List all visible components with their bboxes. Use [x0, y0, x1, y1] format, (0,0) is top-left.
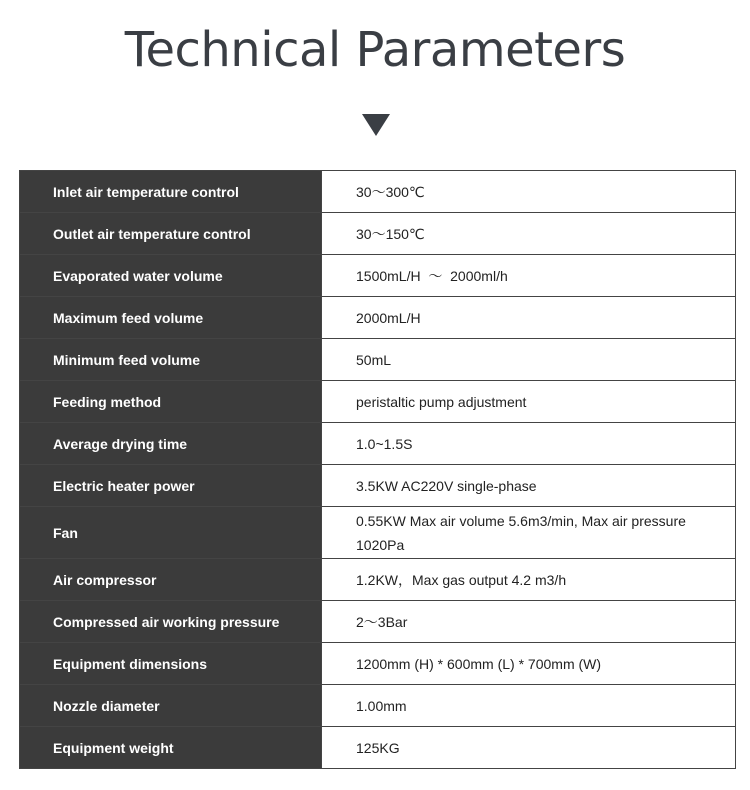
table-row	[20, 465, 736, 507]
parameter-value: 125KG	[322, 727, 736, 769]
parameter-label: Air compressor	[20, 559, 322, 601]
parameter-label: Feeding method	[20, 381, 322, 423]
table-row	[20, 727, 736, 769]
table-row	[20, 643, 736, 685]
table-row	[20, 685, 736, 727]
triangle-down-icon	[362, 114, 390, 136]
table-row	[20, 297, 736, 339]
parameter-value: 1500mL/H ～ 2000ml/h	[322, 255, 736, 297]
parameter-label: Outlet air temperature control	[20, 213, 322, 255]
table-row	[20, 507, 736, 559]
parameter-label: Average drying time	[20, 423, 322, 465]
table-row	[20, 381, 736, 423]
table-row	[20, 255, 736, 297]
page-title: Technical Parameters	[124, 22, 626, 78]
parameter-label: Equipment weight	[20, 727, 322, 769]
parameter-value: 1.0~1.5S	[322, 423, 736, 465]
parameter-label: Fan	[20, 507, 322, 559]
table-row	[20, 559, 736, 601]
parameter-value: 50mL	[322, 339, 736, 381]
parameter-label: Evaporated water volume	[20, 255, 322, 297]
parameter-label: Minimum feed volume	[20, 339, 322, 381]
parameter-label: Compressed air working pressure	[20, 601, 322, 643]
table-row	[20, 171, 736, 213]
table-row	[20, 423, 736, 465]
parameters-table	[19, 170, 736, 769]
parameter-label: Maximum feed volume	[20, 297, 322, 339]
parameter-label: Inlet air temperature control	[20, 171, 322, 213]
parameter-value: 1.00mm	[322, 685, 736, 727]
parameter-label: Electric heater power	[20, 465, 322, 507]
parameter-value: 30～300℃	[322, 171, 736, 213]
parameter-value: 1.2KW，Max gas output 4.2 m3/h	[322, 559, 736, 601]
parameter-value: 2000mL/H	[322, 297, 736, 339]
table-row	[20, 339, 736, 381]
parameter-value: peristaltic pump adjustment	[322, 381, 736, 423]
parameter-label: Equipment dimensions	[20, 643, 322, 685]
table-row	[20, 601, 736, 643]
parameter-label: Nozzle diameter	[20, 685, 322, 727]
parameter-value: 3.5KW AC220V single-phase	[322, 465, 736, 507]
parameter-value: 30～150℃	[322, 213, 736, 255]
parameter-value: 1200mm (H) * 600mm (L) * 700mm (W)	[322, 643, 736, 685]
parameter-value: 0.55KW Max air volume 5.6m3/min, Max air pressure 1020Pa	[322, 507, 736, 559]
table-row	[20, 213, 736, 255]
parameter-value: 2～3Bar	[322, 601, 736, 643]
